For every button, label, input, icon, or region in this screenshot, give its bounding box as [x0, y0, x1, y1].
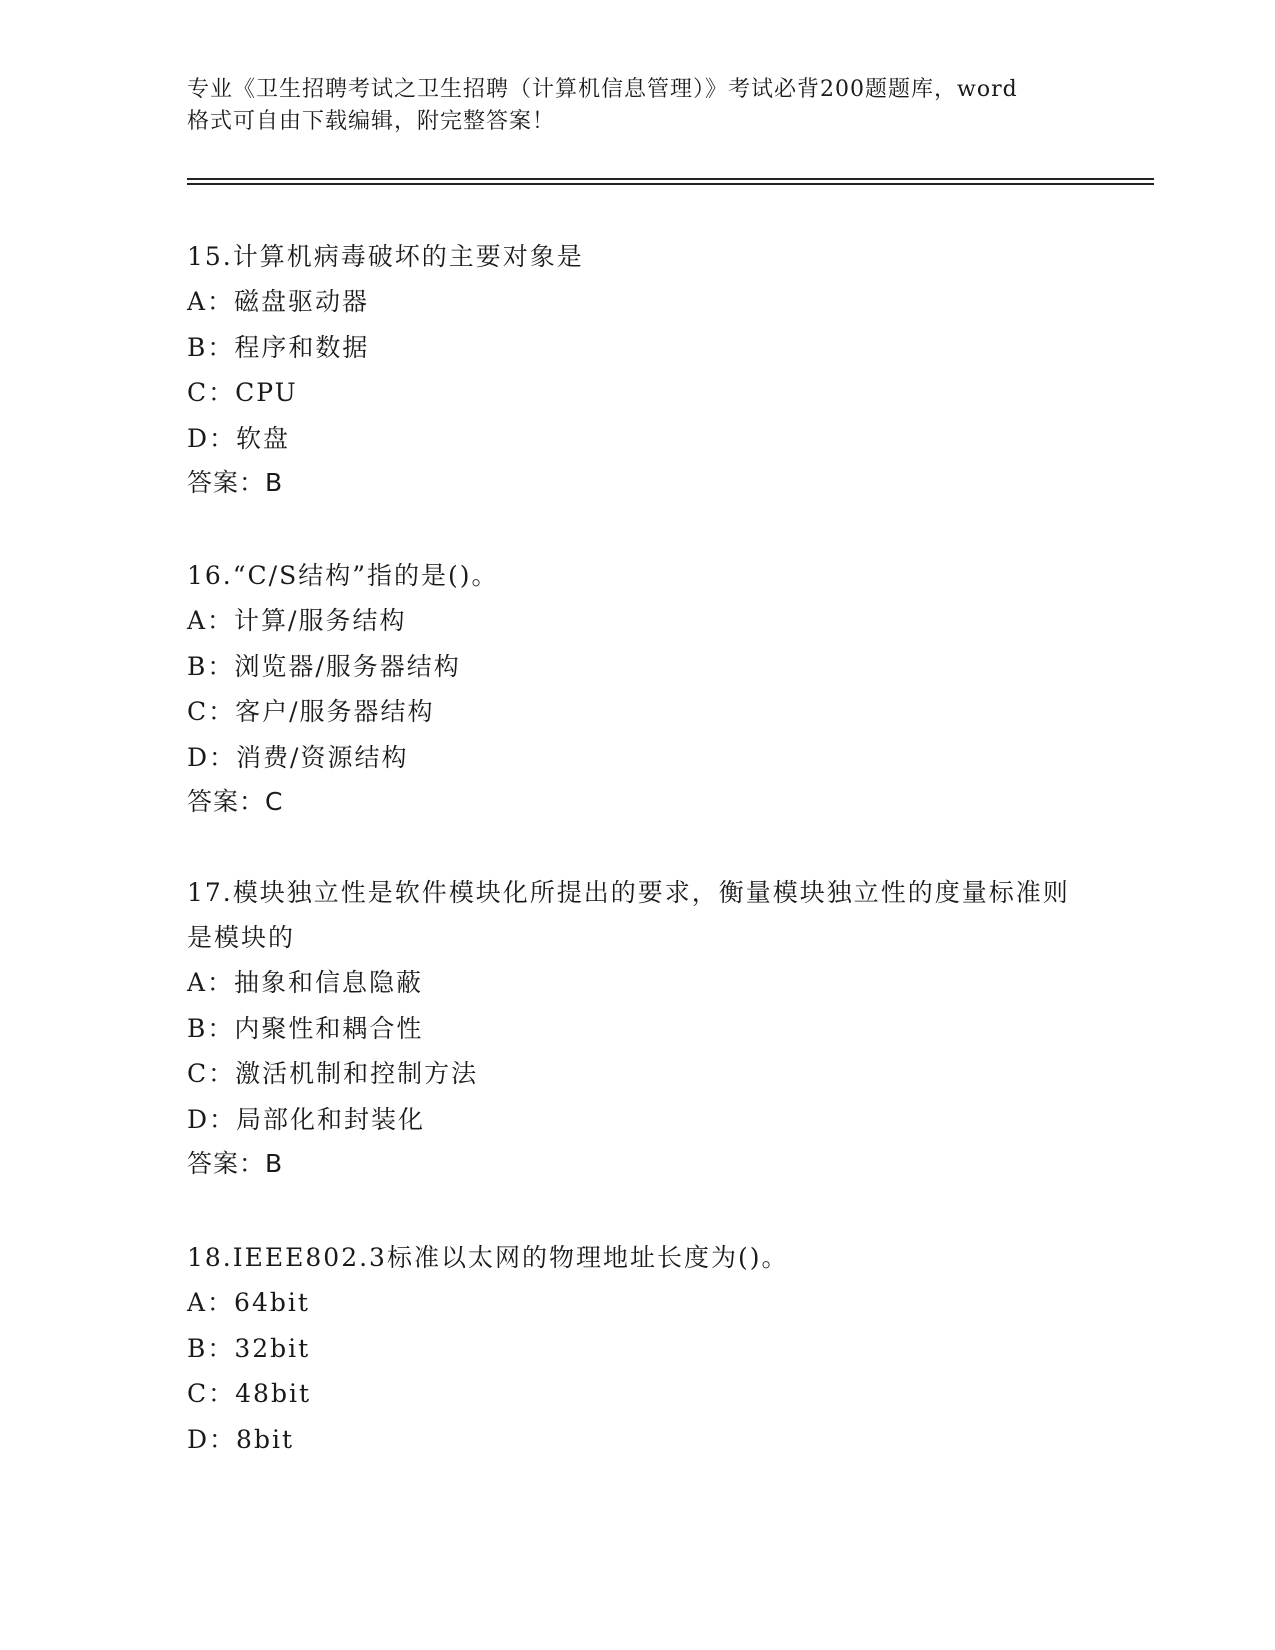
option-c: C：激活机制和控制方法 — [187, 1059, 479, 1088]
answer: 答案：C — [187, 787, 284, 816]
answer: 答案：B — [187, 1149, 284, 1178]
question-stem: 17.模块独立性是软件模块化所提出的要求，衡量模块独立性的度量标准则是模块的 — [187, 878, 1070, 952]
option-d: D：局部化和封装化 — [187, 1104, 426, 1134]
question-stem: 18.IEEE802.3标准以太网的物理地址长度为()。 — [187, 1243, 789, 1272]
option-a: A：计算/服务结构 — [187, 606, 407, 635]
header-line-2: 格式可自由下载编辑，附完整答案！ — [187, 109, 556, 134]
header-divider-bottom — [187, 183, 1154, 185]
header-divider-top — [187, 178, 1154, 180]
option-c: C：CPU — [187, 378, 298, 407]
question-16 — [187, 553, 1087, 824]
option-d: D：软盘 — [187, 423, 291, 453]
question-15 — [187, 234, 1087, 505]
option-a: A：磁盘驱动器 — [187, 287, 370, 316]
question-stem: 15.计算机病毒破坏的主要对象是 — [187, 242, 584, 271]
option-d: D：8bit — [187, 1424, 294, 1454]
option-a: A：抽象和信息隐蔽 — [187, 968, 424, 997]
option-c: C：48bit — [187, 1379, 311, 1408]
question-18 — [187, 1235, 1087, 1462]
option-b: B：程序和数据 — [187, 332, 370, 362]
option-b: B：内聚性和耦合性 — [187, 1013, 424, 1043]
option-c: C：客户/服务器结构 — [187, 697, 435, 726]
option-a: A：64bit — [187, 1288, 310, 1317]
question-17 — [187, 870, 1087, 1186]
answer: 答案：B — [187, 468, 284, 497]
option-d: D：消费/资源结构 — [187, 742, 409, 772]
document-header — [187, 74, 1087, 138]
option-b: B：浏览器/服务器结构 — [187, 651, 461, 681]
header-line-1: 专业《卫生招聘考试之卫生招聘（计算机信息管理）》考试必背200题题库，word — [187, 77, 1018, 102]
question-stem: 16.“C/S结构”指的是()。 — [187, 561, 499, 590]
option-b: B：32bit — [187, 1333, 311, 1363]
